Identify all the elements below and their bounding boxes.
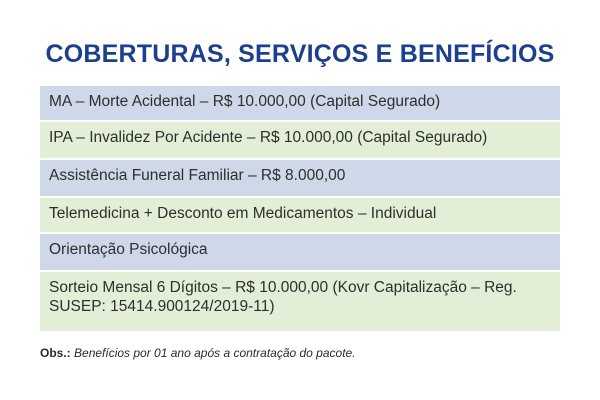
benefit-row-invalidez: IPA – Invalidez Por Acidente – R$ 10.000,00 (Capital Segurado) [40,122,560,158]
benefit-row-assistencia-funeral: Assistência Funeral Familiar – R$ 8.000,00 [40,160,560,196]
page-title: COBERTURAS, SERVIÇOS E BENEFÍCIOS [45,40,555,68]
benefit-row-morte-acidental: MA – Morte Acidental – R$ 10.000,00 (Capital Segurado) [40,86,560,120]
benefit-row-telemedicina: Telemedicina + Desconto em Medicamentos – Individual [40,198,560,232]
benefits-table [40,86,560,331]
footnote [40,346,356,360]
footnote-text: Benefícios por 01 ano após a contratação do pacote. [74,346,356,360]
footnote-label: Obs.: [40,346,71,360]
benefit-row-orientacao-psicologica: Orientação Psicológica [40,234,560,270]
benefit-row-sorteio-mensal: Sorteio Mensal 6 Dígitos – R$ 10.000,00 (Kovr Capitalização – Reg. SUSEP: 15414.900124/2019-11) [40,272,560,331]
